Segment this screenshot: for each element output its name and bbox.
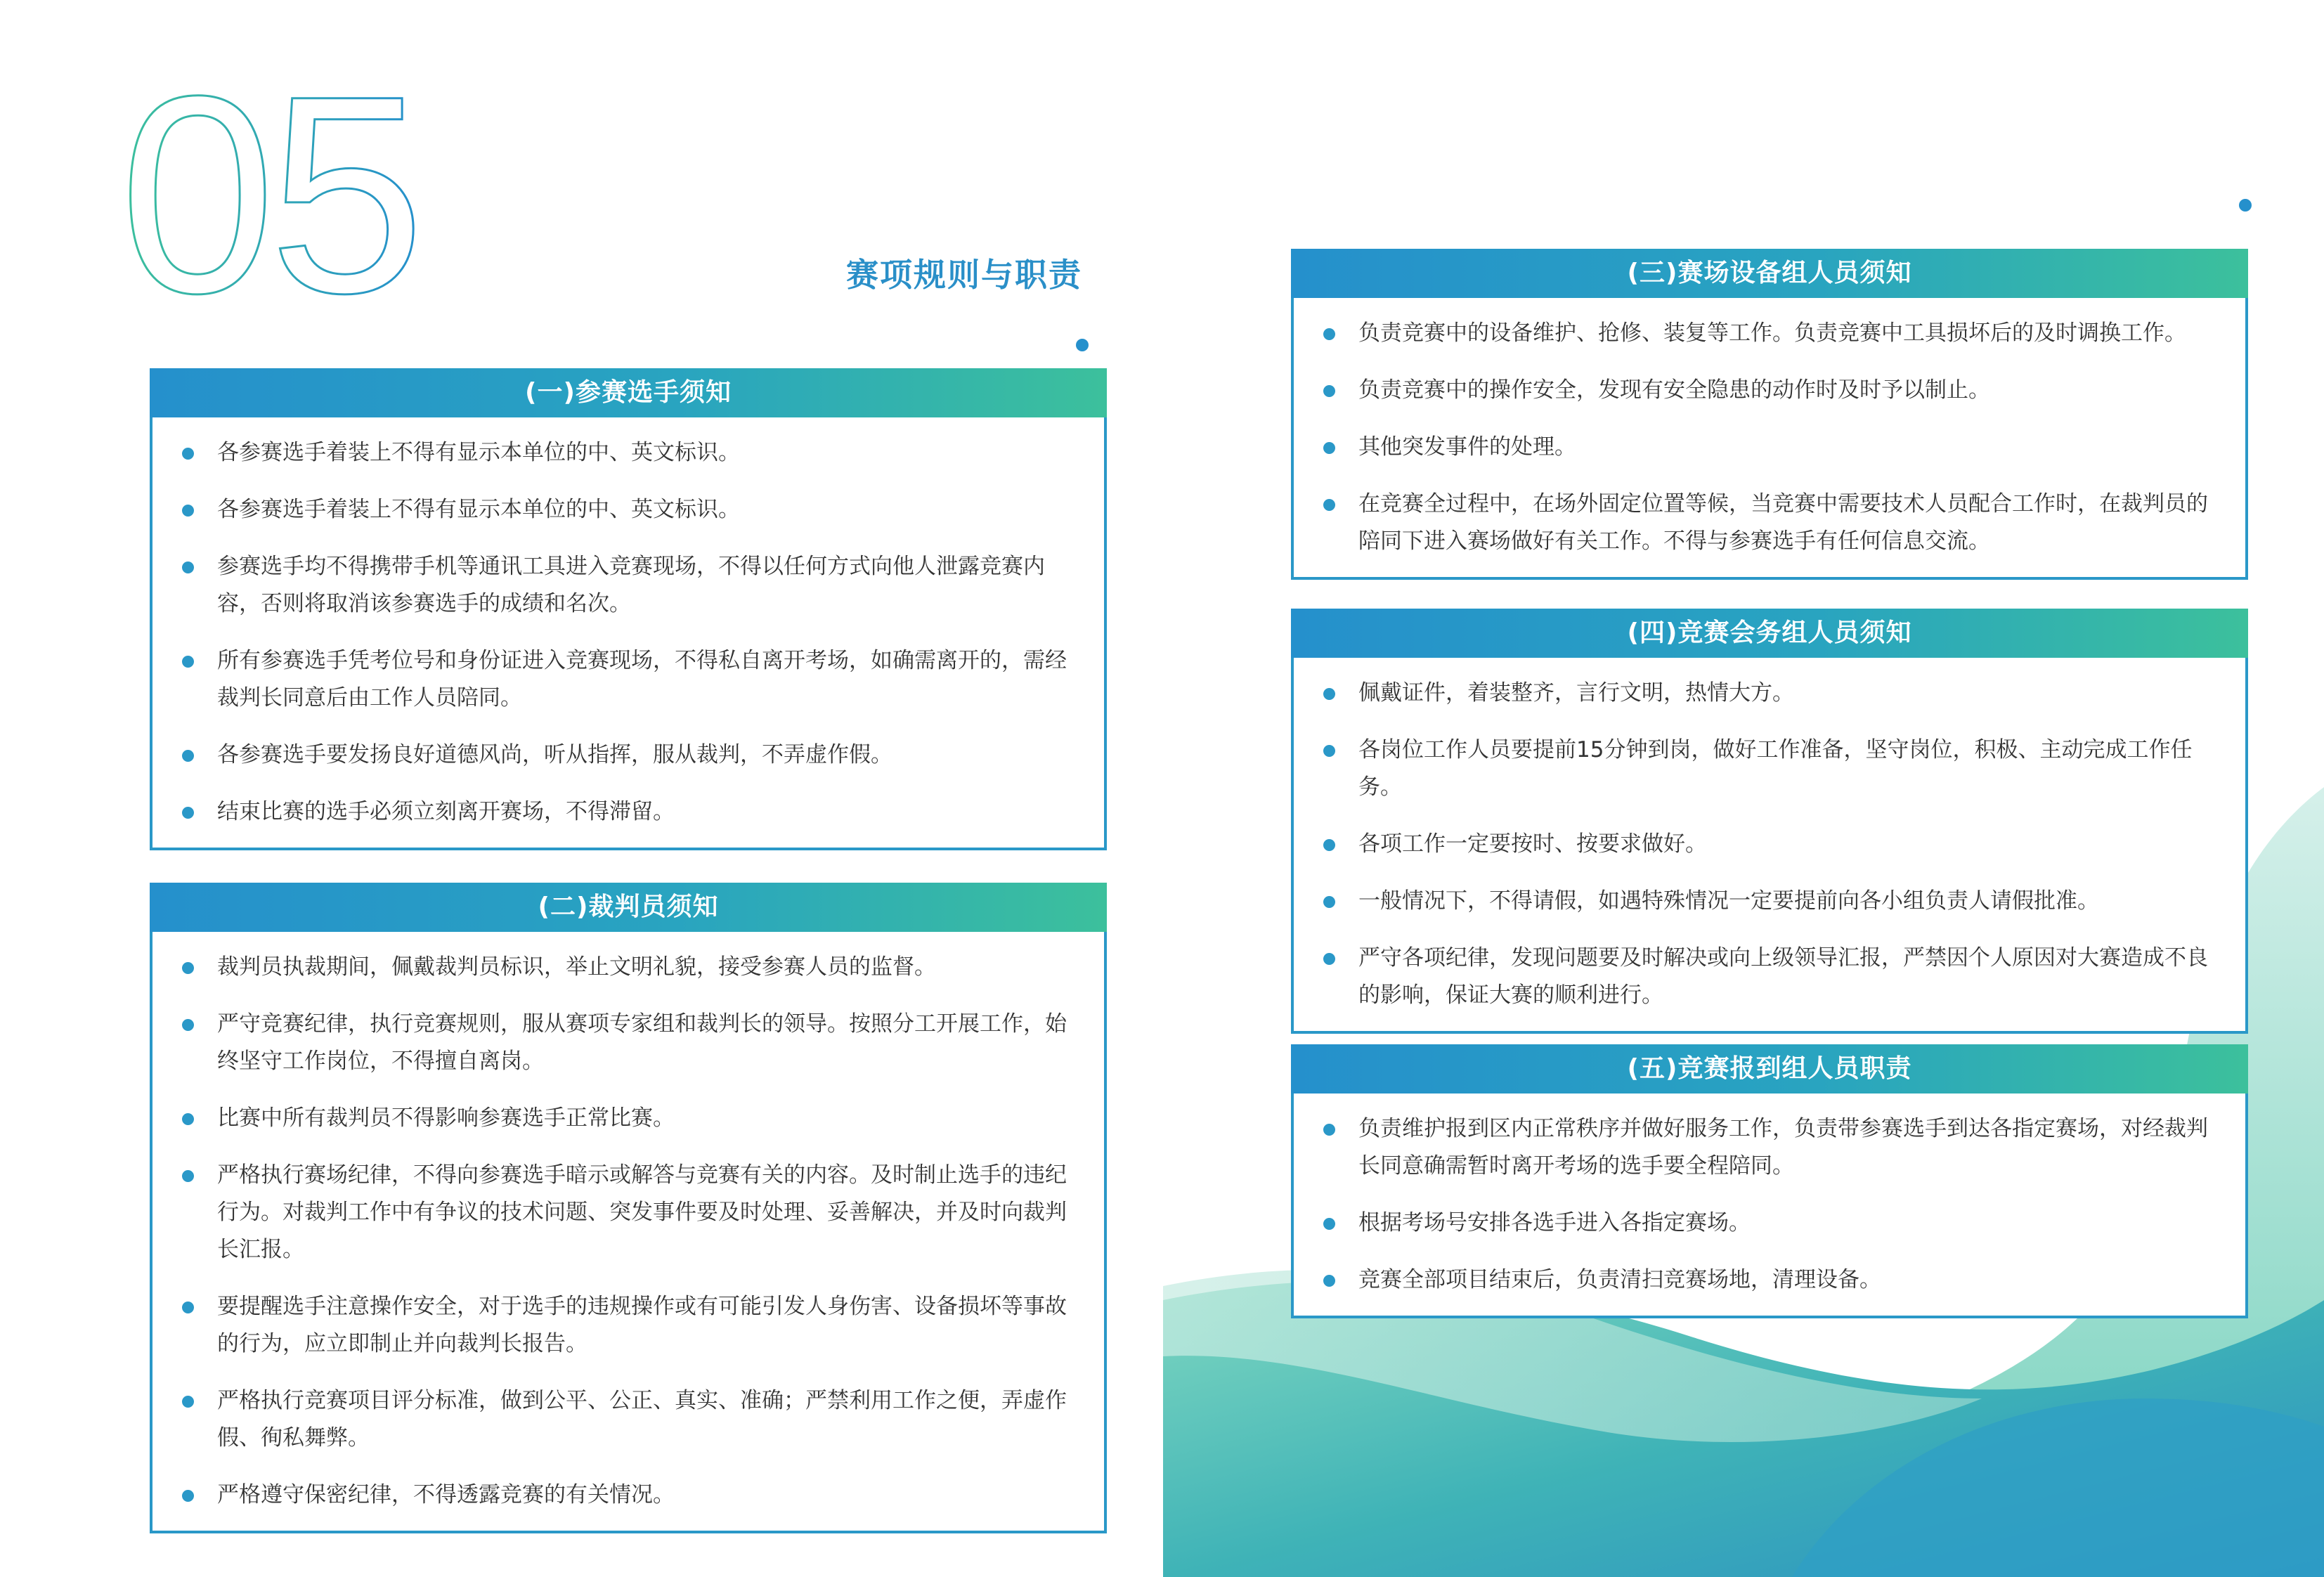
list-item-text: 在竞赛全过程中，在场外固定位置等候，当竞赛中需要技术人员配合工作时，在裁判员的陪同下进入赛场做好有关工作。不得与参赛选手有任何信息交流。 (1358, 491, 2208, 554)
bullet-dot-icon (1323, 1124, 1335, 1136)
box-body (150, 932, 1107, 1533)
list-item-text: 各参赛选手要发扬良好道德风尚，听从指挥，服从裁判，不弄虚作假。 (217, 742, 892, 767)
box-heading: (二)裁判员须知 (150, 883, 1107, 932)
list-item-text: 竞赛全部项目结束后，负责清扫竞赛场地，清理设备。 (1358, 1267, 1881, 1292)
box-body (1291, 298, 2248, 580)
box-heading: (三)赛场设备组人员须知 (1291, 249, 2248, 298)
bullet-dot-icon (182, 962, 194, 974)
bullet-dot-icon (182, 1490, 194, 1502)
list-item-text: 所有参赛选手凭考位号和身份证进入竞赛现场，不得私自离开考场，如确需离开的，需经裁判长同意后由工作人员陪同。 (217, 648, 1067, 710)
list-item-text: 佩戴证件，着装整齐，言行文明，热情大方。 (1358, 680, 1794, 706)
bullet-dot-icon (182, 1302, 194, 1313)
bullet-dot-icon (182, 1113, 194, 1125)
section-title: 赛项规则与职责 (846, 256, 1082, 294)
rule-end-dot (2239, 199, 2252, 212)
list-item (178, 548, 1079, 623)
list-item-text: 严守各项纪律，发现问题要及时解决或向上级领导汇报，严禁因个人原因对大赛造成不良的影响，保证大赛的顺利进行。 (1358, 945, 2208, 1008)
list-item (178, 1100, 1079, 1137)
bullet-dot-icon (182, 505, 194, 517)
list-item (178, 1477, 1079, 1514)
list-item (178, 736, 1079, 774)
rules-box-registration-team (1291, 1044, 2248, 1318)
list-item (1319, 315, 2220, 352)
bullet-dot-icon (182, 562, 194, 573)
section-number (119, 53, 443, 320)
bullet-dot-icon (1323, 328, 1335, 340)
list-item-text: 一般情况下，不得请假，如遇特殊情况一定要提前向各小组负责人请假批准。 (1358, 888, 2099, 914)
list-item-text: 严格遵守保密纪律，不得透露竞赛的有关情况。 (217, 1482, 675, 1507)
list-item (1319, 486, 2220, 560)
bullet-dot-icon (182, 656, 194, 668)
rules-list (178, 949, 1079, 1514)
list-item-text: 各项工作一定要按时、按要求做好。 (1358, 831, 1707, 857)
box-body (1291, 1093, 2248, 1318)
list-item (178, 434, 1079, 472)
list-item-text: 严守竞赛纪律，执行竞赛规则，服从赛项专家组和裁判长的领导。按照分工开展工作，始终坚守工作岗位，不得擅自离岗。 (217, 1011, 1067, 1074)
box-body (1291, 658, 2248, 1034)
list-item-text: 结束比赛的选手必须立刻离开赛场，不得滞留。 (217, 799, 675, 824)
list-item-text: 比赛中所有裁判员不得影响参赛选手正常比赛。 (217, 1105, 675, 1131)
bullet-dot-icon (1323, 839, 1335, 851)
bullet-dot-icon (182, 1170, 194, 1182)
bullet-dot-icon (182, 750, 194, 762)
list-item-text: 各参赛选手着装上不得有显示本单位的中、英文标识。 (217, 440, 740, 465)
list-item-text: 参赛选手均不得携带手机等通讯工具进入竞赛现场，不得以任何方式向他人泄露竞赛内容，否则将取消该参赛选手的成绩和名次。 (217, 554, 1045, 616)
list-item-text: 负责竞赛中的设备维护、抢修、装复等工作。负责竞赛中工具损坏后的及时调换工作。 (1358, 320, 2186, 346)
bullet-dot-icon (1323, 953, 1335, 965)
bullet-dot-icon (1323, 442, 1335, 454)
rule-end-dot (1076, 339, 1089, 351)
rules-box-contestants (150, 368, 1107, 850)
list-item (1319, 1205, 2220, 1242)
bullet-dot-icon (1323, 385, 1335, 397)
bullet-dot-icon (1323, 745, 1335, 757)
list-item-text: 严格执行赛场纪律，不得向参赛选手暗示或解答与竞赛有关的内容。及时制止选手的违纪行为。对裁判工作中有争议的技术问题、突发事件要及时处理、妥善解决，并及时向裁判长汇报。 (217, 1162, 1067, 1262)
section-number-text: 05 (119, 53, 418, 320)
list-item (178, 1157, 1079, 1268)
list-item (1319, 675, 2220, 712)
bullet-dot-icon (1323, 688, 1335, 700)
box-body (150, 417, 1107, 850)
list-item (1319, 940, 2220, 1014)
rules-box-affairs-team (1291, 609, 2248, 1034)
rules-list (1319, 675, 2220, 1014)
box-heading: (一)参赛选手须知 (150, 368, 1107, 417)
bullet-dot-icon (1323, 896, 1335, 908)
list-item (1319, 826, 2220, 863)
list-item-text: 负责竞赛中的操作安全，发现有安全隐患的动作时及时予以制止。 (1358, 377, 1990, 403)
bullet-dot-icon (1323, 1218, 1335, 1230)
box-heading: (五)竞赛报到组人员职责 (1291, 1044, 2248, 1093)
list-item-text: 裁判员执裁期间，佩戴裁判员标识，举止文明礼貌，接受参赛人员的监督。 (217, 954, 936, 980)
list-item (178, 642, 1079, 717)
rules-box-referees (150, 883, 1107, 1533)
list-item (1319, 732, 2220, 806)
list-item-text: 严格执行竞赛项目评分标准，做到公平、公正、真实、准确；严禁利用工作之便，弄虚作假、徇私舞弊。 (217, 1388, 1067, 1451)
rules-box-equipment-team (1291, 249, 2248, 580)
list-item (178, 1006, 1079, 1080)
list-item (178, 491, 1079, 528)
bullet-dot-icon (182, 807, 194, 819)
bullet-dot-icon (1323, 499, 1335, 511)
list-item-text: 各参赛选手着装上不得有显示本单位的中、英文标识。 (217, 497, 740, 522)
rules-list (178, 434, 1079, 831)
bullet-dot-icon (182, 1396, 194, 1408)
bullet-dot-icon (1323, 1275, 1335, 1287)
list-item (1319, 1110, 2220, 1185)
list-item (1319, 1261, 2220, 1299)
list-item-text: 要提醒选手注意操作安全，对于选手的违规操作或有可能引发人身伤害、设备损坏等事故的行为，应立即制止并向裁判长报告。 (217, 1294, 1067, 1356)
list-item-text: 负责维护报到区内正常秩序并做好服务工作，负责带参赛选手到达各指定赛场，对经裁判长同意确需暂时离开考场的选手要全程陪同。 (1358, 1116, 2208, 1179)
list-item-text: 各岗位工作人员要提前15分钟到岗，做好工作准备，坚守岗位，积极、主动完成工作任务。 (1358, 737, 2193, 800)
bullet-dot-icon (182, 1019, 194, 1031)
list-item (178, 1288, 1079, 1363)
list-item (178, 793, 1079, 831)
rules-list (1319, 1110, 2220, 1299)
list-item-text: 其他突发事件的处理。 (1358, 434, 1576, 460)
list-item (1319, 883, 2220, 920)
list-item (178, 949, 1079, 986)
list-item (1319, 372, 2220, 409)
list-item-text: 根据考场号安排各选手进入各指定赛场。 (1358, 1210, 1751, 1235)
box-heading: (四)竞赛会务组人员须知 (1291, 609, 2248, 658)
bullet-dot-icon (182, 448, 194, 460)
rules-list (1319, 315, 2220, 560)
list-item (178, 1382, 1079, 1457)
list-item (1319, 429, 2220, 466)
